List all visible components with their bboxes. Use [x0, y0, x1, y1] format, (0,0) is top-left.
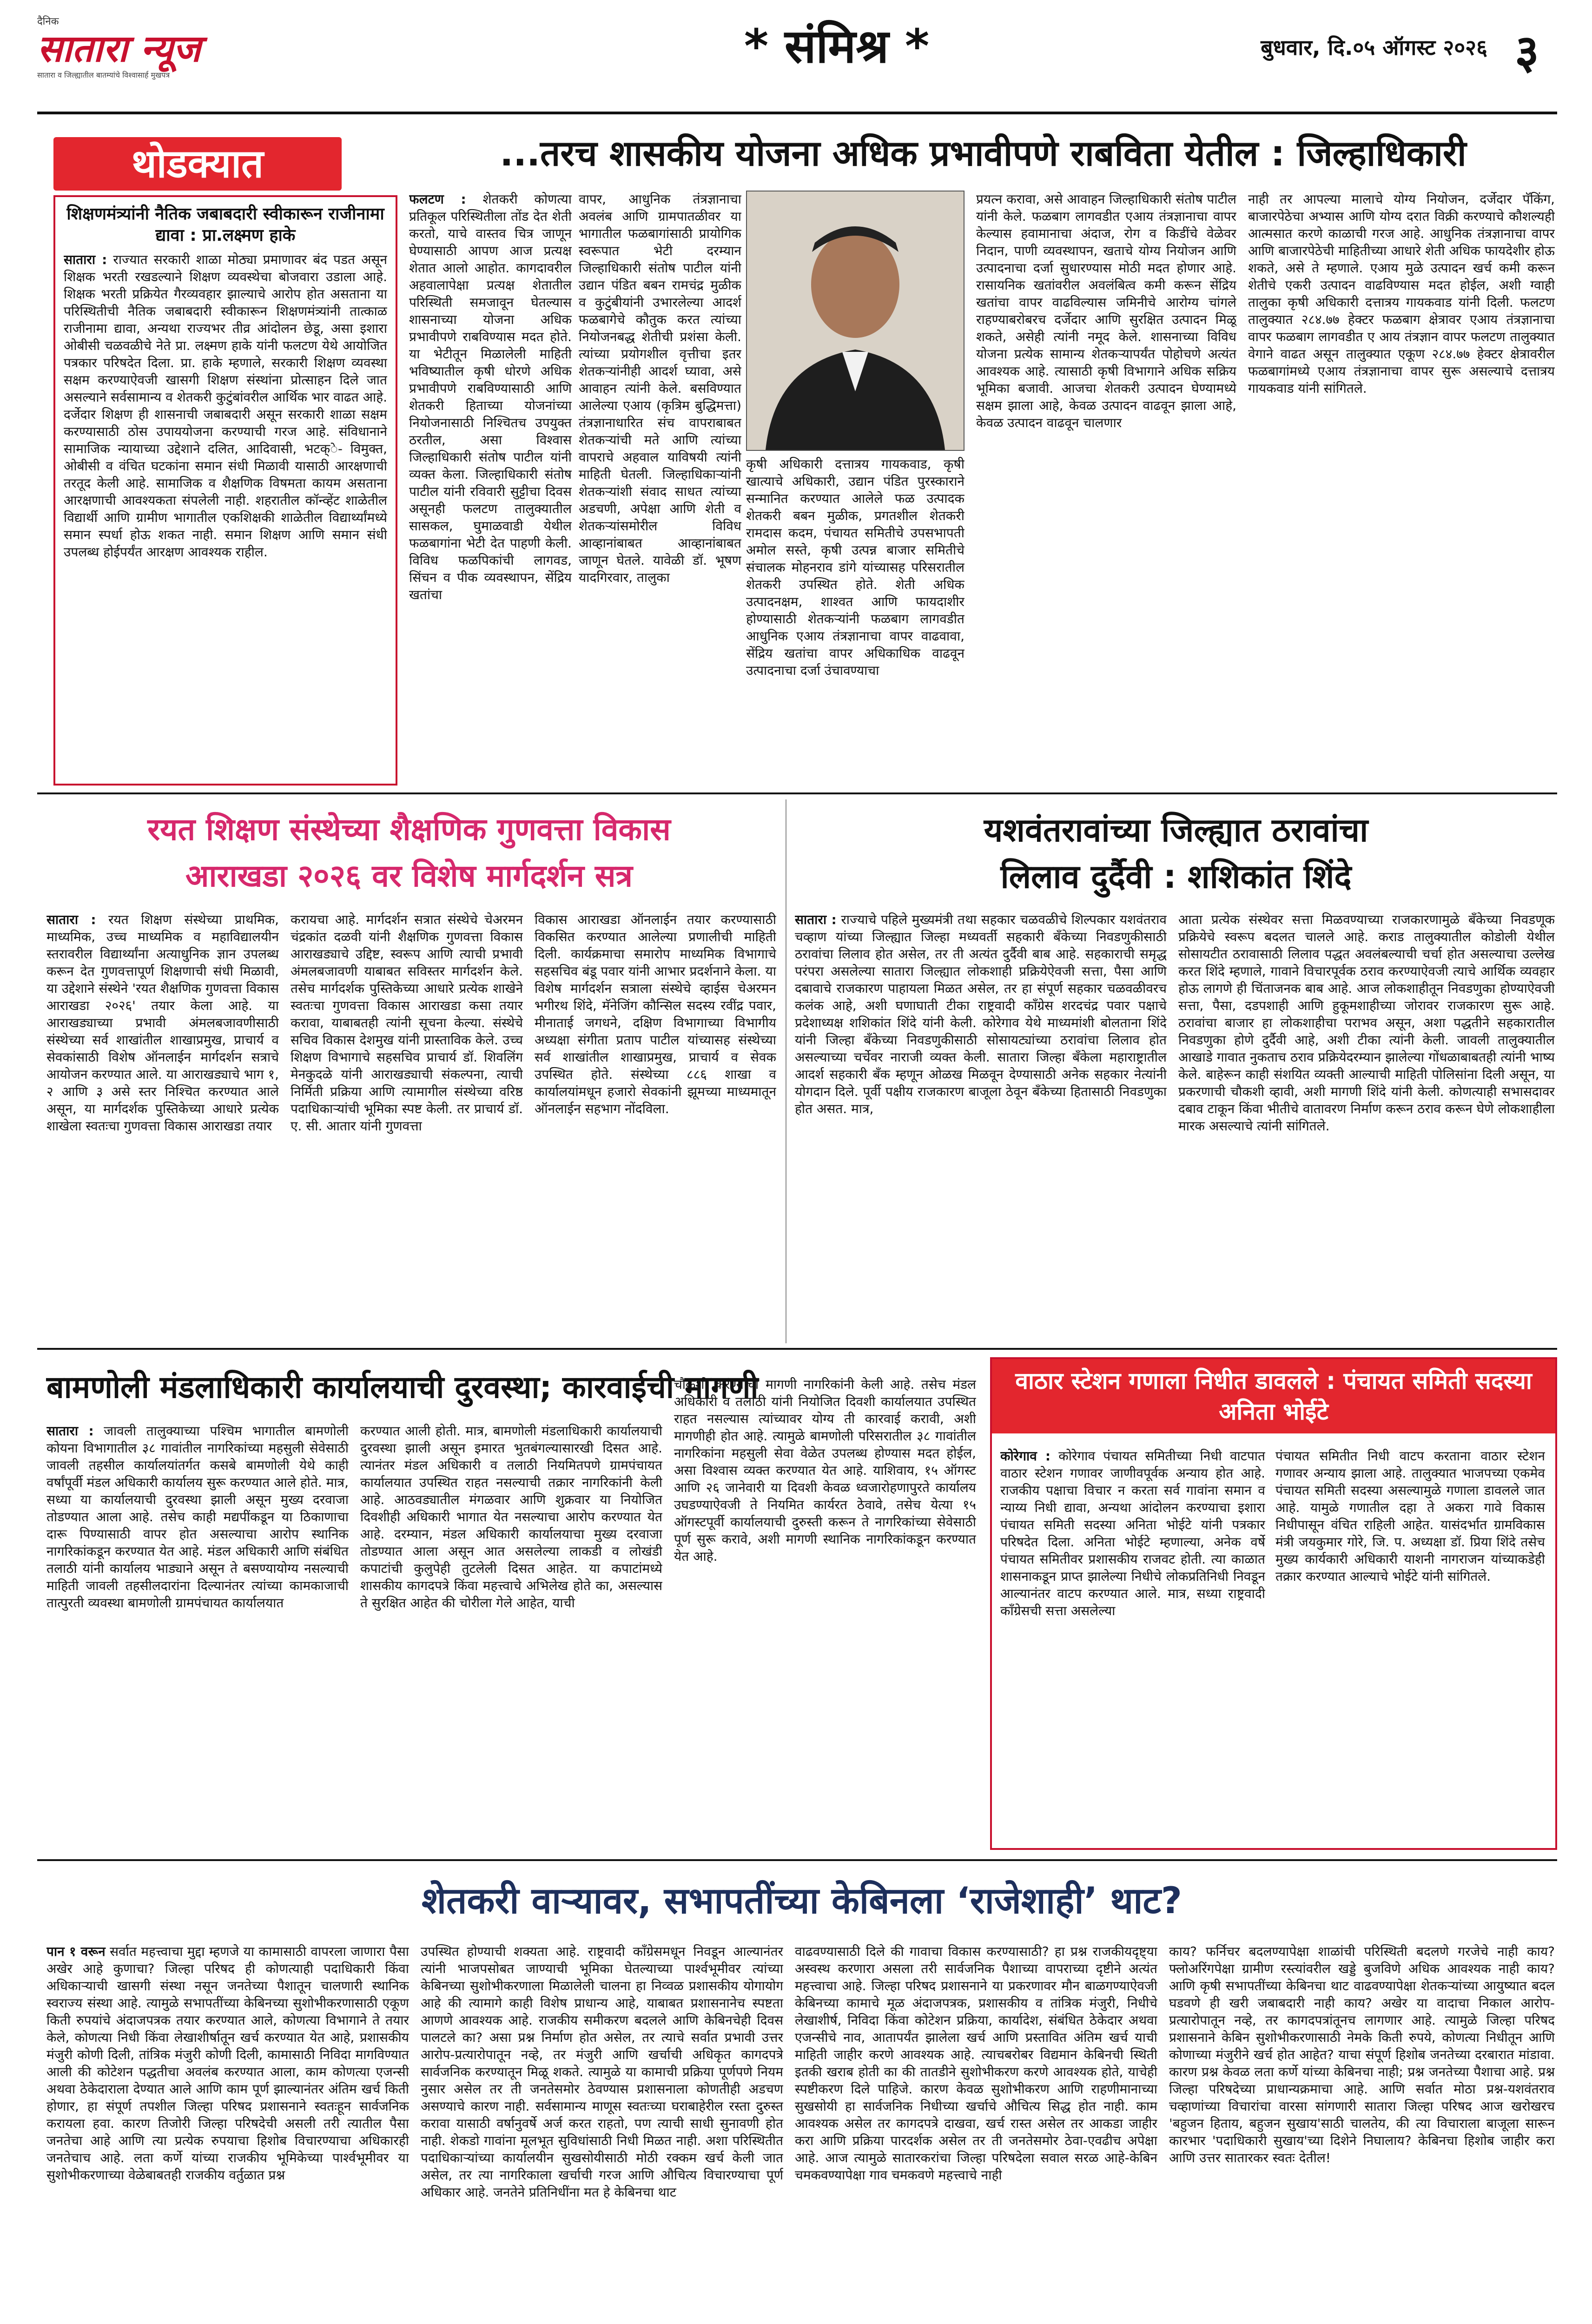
- wathar-col-1-text: कोरेगाव पंचायत समितीच्या निधी वाटपात वाठार स्टेशन गणावर जाणीवपूर्वक अन्याय होत आहे. राजकीय पक्षाचा विचार न करता सर्व गावांना समान व न्याय्य निधी द्यावा, अन्यथा आंदोलन करण्याचा इशारा पंचायत समिती सदस्या अनिता भोईटे यांनी पत्रकार परिषदेत दिला. अनिता भोईटे म्हणाल्या, अनेक वर्षे पंचायत समितीवर प्रशासकीय राजवट होती. त्या काळात शासनाकडून प्राप्त झालेल्या निधीचे लोकप्रतिनिधी निवडून आल्यानंतर वाटप करण्यात आले. मात्र, सध्या राष्ट्रवादी काँग्रेसची सत्ता असलेल्या: [1000, 1448, 1265, 1618]
- lead-headline: ...तरच शासकीय योजना अधिक प्रभावीपणे राबविता येतील : जिल्हाधिकारी: [500, 132, 1466, 174]
- bamnoli-col-1-text: जावली तालुक्याच्या पश्चिम भागातील बामणोली कोयना विभागातील ३८ गावांतील नागरिकांच्या महसुली सेवेसाठी जावली तहसील कार्यालयांतर्गत कसबे बामणोली येथे काही वर्षांपूर्वी मंडल अधिकारी कार्यालय सुरू करण्यात आले होते. मात्र, सध्या या कार्यालयाची दुरवस्था झाली असून मुख्य दरवाजा तोडण्यात आला आहे. तसेच काही मद्यपींकडून या ठिकाणाचा दारू पिण्यासाठी वापर होत असल्याचा आरोप स्थानिक नागरिकांकडून करण्यात येत आहे. मंडल अधिकारी आणि संबंधित तलाठी यांनी कार्यालय भाड्याने असून ते बसण्यायोग्य नसल्याची माहिती जावली तहसीलदारांना दिल्यानंतर त्यांच्या कामकाजाची तात्पुरती व्यवस्था बामणोली ग्रामपंचायत कार्यालयात: [46, 1423, 349, 1611]
- rayat-col-3: विकास आराखडा ऑनलाईन तयार करण्यासाठी विकसित करण्यात आलेल्या प्रणालीची माहिती दिली. कार्यक्रमाचा समारोप माध्यमिक विभागाचे सहसचिव बंडू पवार यांनी आभार प्रदर्शनाने केला. या विशेष मार्गदर्शन सत्राला संस्थेचे व्हाईस चेअरमन भगीरथ शिंदे, मॅनेजिंग कौन्सिल सदस्य रवींद्र पवार, मीनाताई जगधने, दक्षिण विभागाच्या विभागीय अध्यक्षा संगीता प्रताप पाटील यांच्यासह संस्थेच्या सर्व शाखांतील शाखाप्रमुख, प्राचार्य व सेवक उपस्थित होते. संस्थेच्या ८८६ शाखा व कार्यालयांमधून हजारो सेवकांनी झूमच्या माध्यमातून ऑनलाईन सहभाग नोंदविला.: [535, 912, 776, 1116]
- dateline: बुधवार, दि.०५ ऑगस्ट २०२६: [1261, 35, 1487, 60]
- bamnoli-col-2: करण्यात आली होती. मात्र, बामणोली मंडलाधिकारी कार्यालयाची दुरवस्था झाली असून इमारत भुतबंगल्यासारखी दिसत आहे. त्यानंतर मंडल अधिकारी व तलाठी नियमितपणे ग्रामपंचायत कार्यालयात उपस्थित राहत नसल्याची तक्रार नागरिकांनी केली आहे. आठवड्यातील मंगळवार आणि शुक्रवार या नियोजित दिवशीही अधिकारी भागात येत नसल्याचा आरोप करण्यात येत आहे. दरम्यान, मंडल अधिकारी कार्यालयाचा मुख्य दरवाजा तोडण्यात आला असून आत असलेल्या लाकडी व लोखंडी कपाटांची कुलुपेही तुटलेली दिसत आहेत. या कपाटांमध्ये शासकीय कागदपत्रे किंवा महत्त्वाचे अभिलेख होते का, असल्यास ते सुरक्षित आहेत की चोरीला गेले आहेत, याची: [360, 1423, 662, 1611]
- thodkyat-headline: शिक्षणमंत्र्यांनी नैतिक जबाबदारी स्वीकारून राजीनामा द्यावा : प्रा.लक्ष्मण हाके: [66, 205, 384, 245]
- masthead-rule: [37, 112, 1557, 114]
- bamnoli-headline: बामणोली मंडलाधिकारी कार्यालयाची दुरवस्था; कारवाईची मागणी: [46, 1369, 759, 1405]
- yashwant-col-2: आता प्रत्येक संस्थेवर सत्ता मिळवण्याच्या राजकारणामुळे बँकेच्या निवडणूक प्रक्रियेचे स्वरूप बदलत चालले आहे. कराड तालुक्यातील कोडोली येथील सोसायटीत ठरावासाठी लिलाव पद्धत अवलंबल्याची चर्चा होत असल्याचा उल्लेख करत शिंदे म्हणाले, गावाने विचारपूर्वक ठराव करण्याऐवजी त्याचे आर्थिक व्यवहार होऊ लागणे ही चिंताजनक बाब आहे. आज लोकशाहीतून निवडणुका होण्याऐवजी सत्ता, पैसा, दडपशाही आणि हुकूमशाहीच्या जोरावर राजकारण सुरू आहे. ठरावांचा बाजार हा लोकशाहीचा पराभव असून, अशा पद्धतीने सहकारातील निवडणुका होणे दुर्दैवी आहे, अशी टीका त्यांनी केली. जावली तालुक्यातील आखाडे गावात नुकताच ठराव प्रक्रियेदरम्यान झालेल्या गोंधळाबाबतही त्यांनी भाष्य केले. बाहेरून काही संशयित व्यक्ती आल्याची माहिती पोलिसांना दिली असून, या प्रकरणाची चौकशी व्हावी, अशी मागणी शिंदे यांनी केली. कोणत्याही सभासदावर दबाव टाकून किंवा भीतीचे वातावरण निर्माण करून ठराव करून घेणे लोकशाहीला मारक असल्याचे त्यांनी सांगितले.: [1178, 912, 1555, 1134]
- yashwant-headline-1: यशवंतरावांच्या जिल्ह्यात ठरावांचा: [984, 811, 1368, 849]
- logo-tagline: सातारा व जिल्ह्यातील बातम्यांचे विश्वासार्ह मुखपत्र: [37, 71, 170, 79]
- wathar-box: [990, 1357, 1557, 1850]
- thodkyat-body: [64, 251, 387, 758]
- wathar-headline: वाठार स्टेशन गणाला निधीत डावलले : पंचायत समिती सदस्या अनिता भोईटे: [992, 1359, 1555, 1433]
- rule-3: [37, 1859, 1557, 1861]
- lead-kicker: फलटण :: [409, 191, 466, 207]
- rayat-kicker: सातारा :: [46, 912, 96, 927]
- shetkari-col-3: वाढवण्यासाठी दिले की गावाचा विकास करण्यासाठी? हा प्रश्न राजकीयदृष्ट्या अस्वस्थ करणारा असला तरी सार्वजनिक पैशाच्या वापराच्या दृष्टीने अत्यंत महत्त्वाचा आहे. जिल्हा परिषद प्रशासनाने या प्रकरणावर मौन बाळगण्याऐवजी केबिनच्या कामाचे मूळ अंदाजपत्रक, प्रशासकीय व तांत्रिक मंजुरी, निधीचे लेखाशीर्ष, निविदा किंवा कोटेशन प्रक्रिया, कार्यादेश, संबंधित ठेकेदार अथवा एजन्सीचे नाव, आतापर्यंत झालेला खर्च आणि प्रस्तावित अंतिम खर्च याची माहिती जाहीर करणे आवश्यक आहे. त्याचबरोबर विद्यमान केबिनची स्थिती इतकी खराब होती का की तातडीने सुशोभीकरण करणे आवश्यक होते, याचेही स्पष्टीकरण दिले पाहिजे. कारण केवळ सुशोभीकरण आणि राहणीमानाच्या सुखसोयी हा सार्वजनिक निधीच्या खर्चाचे औचित्य सिद्ध होत नाही. काम आवश्यक असेल तर कागदपत्रे दाखवा, खर्च रास्त असेल तर आकडा जाहीर करा आणि प्रक्रिया पारदर्शक असेल तर ती जनतेसमोर ठेवा-एवढीच अपेक्षा आहे. आज त्यामुळे सातारकरांचा जिल्हा परिषदेला सवाल सरळ आहे-केबिन चमकवण्यापेक्षा गाव चमकवणे महत्त्वाचे नाही: [795, 1944, 1157, 2183]
- rayat-col-1: [46, 911, 279, 1339]
- lead-col-4: प्रयत्न करावा, असे आवाहन जिल्हाधिकारी संतोष पाटील यांनी केले. फळबाग लागवडीत एआय तंत्रज्ञानाचा वापर केल्यास हवामानाचा अंदाज, रोग व किडींचे वेळेवर निदान, पाणी व्यवस्थापन, खताचे योग्य नियोजन आणि उत्पादनाचा दर्जा सुधारण्यास मोठी मदत होणार आहे. रासायनिक खतांवरील अवलंबित्व कमी करून सेंद्रिय खतांचा वापर वाढविल्यास जमिनीचे आरोग्य चांगले राहण्याबरोबरच दर्जेदार आणि सुरक्षित उत्पादन मिळू शकते, असेही त्यांनी नमूद केले. शासनाच्या विविध योजना प्रत्येक सामान्य शेतकऱ्यापर्यंत पोहोचणे अत्यंत आवश्यक आहे. त्यासाठी कृषी विभागाने अधिक सक्रिय भूमिका बजावी. आजचा शेतकरी उत्पादन घेण्यामध्ये सक्षम झाला आहे, केवळ उत्पादन वाढवून झाला आहे, केवळ उत्पादन वाढवून चालणार: [976, 191, 1236, 430]
- rayat-col-1-text: रयत शिक्षण संस्थेच्या प्राथमिक, माध्यमिक, उच्च माध्यमिक व महाविद्यालयीन स्तरावरील विद्यार्थ्यांना अत्याधुनिक ज्ञान उपलब्ध करून देत गुणवत्तापूर्ण शिक्षणाची संधी मिळावी, या उद्देशाने संस्थेने 'रयत शैक्षणिक गुणवत्ता विकास आराखडा २०२६' तयार केला आहे. या आराखड्याच्या प्रभावी अंमलबजावणीसाठी संस्थेच्या सर्व शाखांतील शाखाप्रमुख, प्राचार्य व सेवकांसाठी विशेष ऑनलाईन मार्गदर्शन सत्राचे आयोजन करण्यात आले. या आराखड्याचे भाग १, २ आणि ३ असे स्तर निश्चित करण्यात आले असून, या मार्गदर्शक पुस्तिकेच्या आधारे प्रत्येक शाखेला स्वतःचा गुणवत्ता विकास आराखडा तयार: [46, 912, 279, 1134]
- thodkyat-tab: थोडक्यात: [53, 137, 342, 191]
- yashwant-col-1-text: राज्याचे पहिले मुख्यमंत्री तथा सहकार चळवळीचे शिल्पकार यशवंतराव चव्हाण यांच्या जिल्ह्यात जिल्हा मध्यवर्ती सहकारी बँकेच्या निवडणुकीसाठी ठरावांचा लिलाव होत असेल, तर ती अत्यंत दुर्दैवी बाब आहे. सहकाराची समृद्ध परंपरा असलेल्या सातारा जिल्ह्यात लोकशाही प्रक्रियेऐवजी सत्ता, पैसा आणि दबावाचे राजकारण पाहायला मिळत असेल, तर हा संपूर्ण सहकार चळवळीवरच कलंक आहे, अशी घणाघाती टीका राष्ट्रवादी काँग्रेस शरदचंद्र पवार पक्षाचे प्रदेशाध्यक्ष शशिकांत शिंदे यांनी केली. कोरेगाव येथे माध्यमांशी बोलताना शिंदे यांनी जिल्हा बँकेच्या निवडणुकीसाठी सोसायट्यांच्या ठरावांचा लिलाव होत असल्याच्या चर्चेवर नाराजी व्यक्त केली. सातारा जिल्हा बँकेला महाराष्ट्रातील आदर्श सहकारी बँक म्हणून ओळख मिळवून देण्यासाठी अनेक सहकार नेत्यांनी योगदान दिले. पूर्वी पक्षीय राजकारण बाजूला ठेवून बँकेच्या हितासाठी निवडणुका होत असत. मात्र,: [795, 912, 1167, 1116]
- wathar-col-1: [1000, 1447, 1265, 1842]
- logo-top: दैनिक: [37, 16, 59, 27]
- shetkari-col-1-text: सर्वात महत्त्वाचा मुद्दा म्हणजे या कामासाठी वापरला जाणारा पैसा अखेर आहे कुणाचा? जिल्हा परिषद ही कोणत्याही पदाधिकारी किंवा अधिकाऱ्याची खासगी संस्था नसून जनतेच्या पैशातून चालणारी स्थानिक स्वराज्य संस्था आहे. त्यामुळे सभापतींच्या केबिनच्या सुशोभीकरणासाठी एकूण किती रुपयांचे अंदाजपत्रक तयार करण्यात आले, कोणत्या विभागाने ते तयार केले, कोणत्या निधी किंवा लेखाशीर्षातून खर्च करण्यात येत आहे, प्रशासकीय मंजुरी कोणी दिली, तांत्रिक मंजुरी कोणी दिली, कामासाठी निविदा मागविण्यात आली की कोटेशन पद्धतीचा अवलंब करण्यात आला, काम कोणत्या एजन्सी अथवा ठेकेदाराला देण्यात आले आणि काम पूर्ण झाल्यानंतर अंतिम खर्च किती होणार, हा संपूर्ण तपशील जिल्हा परिषद प्रशासनाने स्वतःहून सार्वजनिक करायला हवा. कारण तिजोरी जिल्हा परिषदेची असली तरी त्यातील पैसा जनतेचा आहे आणि त्या प्रत्येक रुपयाचा हिशोब विचारण्याचा अधिकारही जनतेचाच आहे. लता कर्णे यांच्या राजकीय भूमिकेच्या पार्श्वभूमीवर या सुशोभीकरणाच्या वेळेबाबतही राजकीय वर्तुळात प्रश्न: [46, 1944, 409, 2183]
- rule-2: [37, 1348, 1557, 1350]
- wathar-kicker: कोरेगाव :: [1000, 1448, 1051, 1464]
- lead-col-2: वापर, आधुनिक तंत्रज्ञानाचा अवलंब आणि ग्रामपातळीवर या भागातील फळबागांसाठी प्रायोगिक स्वरूपात भेटी दरम्यान जिल्हाधिकारी संतोष पाटील यांनी उद्यान पंडित बबन रामचंद्र मुळीक व कुटुंबीयांनी उभारलेल्या आदर्श फळबागेचे कौतुक करत त्यांच्या नियोजनबद्ध शेतीची प्रशंसा केली. त्यांच्या प्रयोगशील वृत्तीचा इतर शेतकऱ्यांनीही आदर्श घ्यावा, असे आवाहन त्यांनी केले. बसविण्यात आलेल्या एआय (कृत्रिम बुद्धिमत्ता) तंत्रज्ञानाधारित संच वापराबाबत शेतकऱ्यांची मते आणि त्यांच्या वापराचे अहवाल याविषयी त्यांनी माहिती घेतली. जिल्हाधिकाऱ्यांनी शेतकऱ्यांशी संवाद साधत त्यांच्या अडचणी, अपेक्षा आणि शेती व शेतकऱ्यांसमोरील विविध आव्हानांबाबत आव्हानांबाबत जाणून घेतले. यावेळी डॉ. भूषण यादगिरवार, तालुका: [579, 191, 741, 585]
- bamnoli-col-3: चौकशी करण्याची मागणी नागरिकांनी केली आहे. तसेच मंडल अधिकारी व तलाठी यांनी नियोजित दिवशी कार्यालयात उपस्थित राहत नसल्यास त्यांच्यावर योग्य ती कारवाई करावी, अशी मागणीही होत आहे. त्यामुळे बामणोली परिसरातील ३८ गावांतील नागरिकांना महसुली सेवा वेळेत उपलब्ध होण्यास मदत होईल, असा विश्वास व्यक्त करण्यात येत आहे. याशिवाय, १५ ऑगस्ट आणि २६ जानेवारी या दिवशी केवळ ध्वजारोहणापुरते कार्यालय उघडण्याऐवजी ते नियमित कार्यरत ठेवावे, तसेच येत्या १५ ऑगस्टपूर्वी कार्यालयाची दुरुस्ती करून ते नागरिकांच्या सेवेसाठी पूर्ण सुरू करावे, अशी मागणी स्थानिक नागरिकांकडून करण्यात येत आहे.: [674, 1377, 976, 1564]
- lead-col-5: नाही तर आपल्या मालाचे योग्य नियोजन, दर्जेदार पॅकिंग, बाजारपेठेचा अभ्यास आणि योग्य दरात विक्री करण्याचे कौशल्यही आत्मसात करणे काळाची गरज आहे. आधुनिक तंत्रज्ञानाचा वापर आणि बाजारपेठेची माहितीच्या आधारे शेती अधिक फायदेशीर होऊ शकते, असे ते म्हणाले. एआय मुळे उत्पादन खर्च कमी करून शेतीचे एकरी उत्पादन वाढविण्यास मदत होईल, अशी ग्वाही तालुका कृषी अधिकारी दत्तात्रय गायकवाड यांनी दिली. फलटण तालुक्यात २८४.७७ हेक्टर फळबाग क्षेत्रावर एआय तंत्रज्ञानाचा वापर फळबाग लागवडीत ए आय तंत्रज्ञान वापर फलटण तालुक्यात वेगाने वाढत असून तालुक्यात एकूण २८४.७७ हेक्टर क्षेत्रावरील फळबागांमध्ये एआय तंत्रज्ञानाचा वापर सुरू असल्याचे दत्तात्रय गायकवाड यांनी सांगितले.: [1248, 191, 1555, 396]
- lead-col-1: [409, 191, 572, 786]
- rayat-headline-2: आराखडा २०२६ वर विशेष मार्गदर्शन सत्र: [185, 858, 633, 894]
- thodkyat-kicker: सातारा :: [64, 252, 107, 267]
- shetkari-col-2: उपस्थित होण्याची शक्यता आहे. राष्ट्रवादी काँग्रेसमधून निवडून आल्यानंतर त्यांनी भाजपसोबत जाण्याची भूमिका घेतल्याच्या पार्श्वभूमीवर त्यांच्या केबिनच्या सुशोभीकरणाला मिळालेली चालना हा निव्वळ प्रशासकीय योगायोग आहे की त्यामागे काही विशेष प्राधान्य आहे, याबाबत प्रशासनानेच स्पष्टता आणणे आवश्यक आहे. राजकीय समीकरण बदलले आणि केबिनचेही दिवस पालटले का? असा प्रश्न निर्माण होत असेल, तर त्याचे सर्वात प्रभावी उत्तर आरोप-प्रत्यारोपातून नव्हे, तर मंजुरी आणि खर्चाची अधिकृत कागदपत्रे सार्वजनिक करण्यातून मिळू शकते. त्यामुळे या कामाची प्रक्रिया पूर्णपणे नियम नुसार असेल तर ती जनतेसमोर ठेवण्यास प्रशासनाला कोणतीही अडचण असण्याचे कारण नाही. सर्वसामान्य माणूस स्वतःच्या घराबाहेरील रस्ता दुरुस्त करावा यासाठी वर्षानुवर्षे अर्ज करत राहतो, पण त्याची साधी सुनावणी होत नाही. शेकडो गावांना मूलभूत सुविधांसाठी निधी मिळत नाही. अशा परिस्थितीत पदाधिकाऱ्यांच्या कार्यालयीन सुखसोयीसाठी मोठी रक्कम खर्च केली जात असेल, तर त्या नागरिकाला खर्चाची गरज आणि औचित्य विचारण्याचा पूर्ण अधिकार आहे. जनतेने प्रतिनिधींना मत हे केबिनचा थाट: [421, 1944, 783, 2200]
- bamnoli-kicker: सातारा :: [46, 1423, 94, 1439]
- logo-name: सातारा न्यूज: [37, 27, 201, 70]
- lead-col-3: कृषी अधिकारी दत्तात्रय गायकवाड, कृषी खात्याचे अधिकारी, उद्यान पंडित पुरस्काराने सन्मानित करण्यात आलेले फळ उत्पादक शेतकरी बबन मुळीक, प्रगतशील शेतकरी रामदास कदम, पंचायत समितीचे उपसभापती अमोल सस्ते, कृषी उत्पन्न बाजार समितीचे संचालक मोहनराव डांगे यांच्यासह परिसरातील शेतकरी उपस्थित होते. शेती अधिक उत्पादनक्षम, शाश्वत आणि फायदाशीर होण्यासाठी शेतकऱ्यांनी फळबाग लागवडीत आधुनिक एआय तंत्रज्ञानाचा वापर वाढवावा, सेंद्रिय खतांचा वापर अधिकाधिक वाढवून उत्पादनाचा दर्जा उंचावण्याचा: [746, 456, 964, 678]
- lead-col-1-text: शेतकरी कोणत्या प्रतिकूल परिस्थितीला तोंड देत शेती करतो, याचे वास्तव चित्र जाणून घेण्यासाठी आपण आज प्रत्यक्ष शेतात आलो आहोत. कागदावरील अहवालापेक्षा प्रत्यक्ष शेतातील परिस्थिती समजावून घेतल्यास शासनाच्या योजना अधिक प्रभावीपणे राबविण्यास मदत होते. या भेटीतून मिळालेली माहिती भविष्यातील कृषी धोरणे अधिक प्रभावीपणे राबविण्यासाठी आणि शेतकरी हिताच्या योजनांच्या नियोजनासाठी निश्चितच उपयुक्त ठरतील, असा विश्वास जिल्हाधिकारी संतोष पाटील यांनी व्यक्त केला. जिल्हाधिकारी संतोष पाटील यांनी रविवारी सुट्टीचा दिवस असूनही फलटण तालुक्यातील सासकल, घुमाळवाडी येथील फळबागांना भेटी देत पाहणी केली. विविध फळपिकांची लागवड, सिंचन व पीक व्यवस्थापन, सेंद्रिय खतांचा: [409, 191, 572, 602]
- rayat-col-2: करायचा आहे. मार्गदर्शन सत्रात संस्थेचे चेअरमन चंद्रकांत दळवी यांनी शैक्षणिक गुणवत्ता विकास आराखड्याचे उद्दिष्ट, स्वरूप आणि त्याची प्रभावी अंमलबजावणी याबाबत सविस्तर मार्गदर्शन केले. तसेच मार्गदर्शक पुस्तिकेच्या आधारे प्रत्येक शाखेने स्वतःचा गुणवत्ता विकास आराखडा कसा तयार करावा, याबाबतही त्यांनी सूचना केल्या. संस्थेचे सचिव विकास देशमुख यांनी प्रास्ताविक केले. उच्च शिक्षण विभागाचे सहसचिव प्राचार्य डॉ. शिवलिंग मेनकुदळे यांनी आराखड्याची संकल्पना, त्याची निर्मिती प्रक्रिया आणि त्यामागील संस्थेच्या वरिष्ठ पदाधिकाऱ्यांची भूमिका स्पष्ट केली. तर प्राचार्य डॉ. ए. सी. आतार यांनी गुणवत्ता: [291, 912, 523, 1134]
- thodkyat-text: राज्यात सरकारी शाळा मोठ्या प्रमाणावर बंद पडत असून शिक्षक भरती रखडल्याने शिक्षण व्यवस्थेचा बोजवारा उडाला आहे. शिक्षक भरती प्रक्रियेत गैरव्यवहार झाल्याचे आरोप होत असताना या परिस्थितीची नैतिक जबाबदारी स्वीकारून शिक्षणमंत्र्यांनी तात्काळ राजीनामा द्यावा, अन्यथा राज्यभर तीव्र आंदोलन छेडू, असा इशारा ओबीसी चळवळीचे नेते प्रा. लक्ष्मण हाके यांनी फलटण येथे आयोजित पत्रकार परिषदेत दिला. प्रा. हाके म्हणाले, सरकारी शिक्षण व्यवस्था सक्षम करण्याऐवजी खासगी शिक्षण संस्थांना प्रोत्साहन दिले जात असल्याने सर्वसामान्य व शेतकरी कुटुंबांवरील आर्थिक भार वाढत आहे. दर्जेदार शिक्षण ही शासनाची जबाबदारी असून सरकारी शाळा सक्षम करण्यासाठी ठोस उपाययोजना करण्याची गरज आहे. संविधानाने सामाजिक न्यायाच्या उद्देशाने दलित, आदिवासी, भटक्े- विमुक्त, ओबीसी व वंचित घटकांना समान संधी मिळावी यासाठी आरक्षणाची तरतूद केली आहे. सामाजिक व शैक्षणिक विषमता कायम असताना आरक्षणाची आवश्यकता संपलेली नाही. शहरातील कॉन्व्हेंट शाळेतील विद्यार्थी आणि ग्रामीण भागातील एकशिक्षकी शाळेतील विद्यार्थ्यांमध्ये समान स्पर्धा होऊ शकत नाही. समान शिक्षण आणि समान संधी उपलब्ध होईपर्यंत आरक्षण आवश्यक राहील.: [64, 252, 387, 560]
- shetkari-kicker: पान १ वरून: [46, 1944, 106, 1959]
- wathar-col-2: पंचायत समितीत निधी वाटप करताना वाठार स्टेशन गणावर अन्याय झाला आहे. तालुक्यात भाजपच्या एकमेव पंचायत समिती सदस्या असल्यामुळे गणाला डावलले जात आहे. यामुळे गणातील दहा ते अकरा गावे विकास निधीपासून वंचित राहिली आहेत. यासंदर्भात ग्रामविकास मंत्री जयकुमार गोरे, जि. प. अध्यक्षा डॉ. प्रिया शिंदे तसेच मुख्य कार्यकारी अधिकारी याशनी नागराजन यांच्याकडेही तक्रार करण्यात आल्याचे भोईटे यांनी सांगितले.: [1275, 1448, 1545, 1584]
- shetkari-headline: शेतकरी वाऱ्यावर, सभापतींच्या केबिनला ‘राजेशाही’ थाट?: [421, 1880, 1182, 1922]
- shetkari-col-4: काय? फर्निचर बदलण्यापेक्षा शाळांची परिस्थिती बदलणे गरजेचे नाही काय? फ्लोअरिंगपेक्षा ग्रामीण रस्त्यांवरील खड्डे बुजविणे अधिक आवश्यक नाही काय? आणि कृषी सभापतींच्या केबिनचा थाट वाढवण्यापेक्षा शेतकऱ्यांच्या आयुष्यात बदल घडवणे ही खरी जबाबदारी नाही काय? अखेर या वादाचा निकाल आरोप-प्रत्यारोपातून नव्हे, तर कागदपत्रांतूनच लागणार आहे. त्यामुळे जिल्हा परिषद प्रशासनाने केबिन सुशोभीकरणासाठी नेमके किती रुपये, कोणत्या निधीतून आणि कोणाच्या मंजुरीने खर्च होत आहेत? याचा संपूर्ण हिशोब जनतेच्या दरबारात मांडावा. कारण प्रश्न केवळ लता कर्णे यांच्या केबिनचा नाही; प्रश्न जनतेच्या पैशाचा आहे. प्रश्न जिल्हा परिषदेच्या प्राधान्यक्रमाचा आहे. आणि सर्वात मोठा प्रश्न-यशवंतराव चव्हाणांच्या विचारांचा वारसा सांगणारी सातारा जिल्हा परिषद आज खरोखरच 'बहुजन हिताय, बहुजन सुखाय'साठी चालतेय, की त्या विचाराला बाजूला सारून कारभार 'पदाधिकारी सुखाय'च्या दिशेने निघालाय? केबिनचा हिशोब जाहीर करा आणि उत्तर सातारकर स्वतः देतील!: [1169, 1944, 1555, 2166]
- thodkyat-box: [53, 195, 397, 786]
- rule-1: [37, 792, 1557, 794]
- bamnoli-col-1: [46, 1422, 349, 1850]
- newspaper-logo: [37, 14, 232, 84]
- rayat-headline-1: रयत शिक्षण संस्थेच्या शैक्षणिक गुणवत्ता विकास: [147, 812, 671, 847]
- section-title: * संमिश्र *: [744, 19, 930, 73]
- page-number: ३: [1515, 25, 1539, 79]
- portrait-photo: [746, 191, 964, 451]
- yashwant-headline-2: लिलाव दुर्दैवी : शशिकांत शिंदे: [1000, 858, 1352, 896]
- yashwant-col-1: [795, 911, 1167, 1339]
- shetkari-col-1: [46, 1943, 409, 2324]
- yashwant-kicker: सातारा :: [795, 912, 837, 927]
